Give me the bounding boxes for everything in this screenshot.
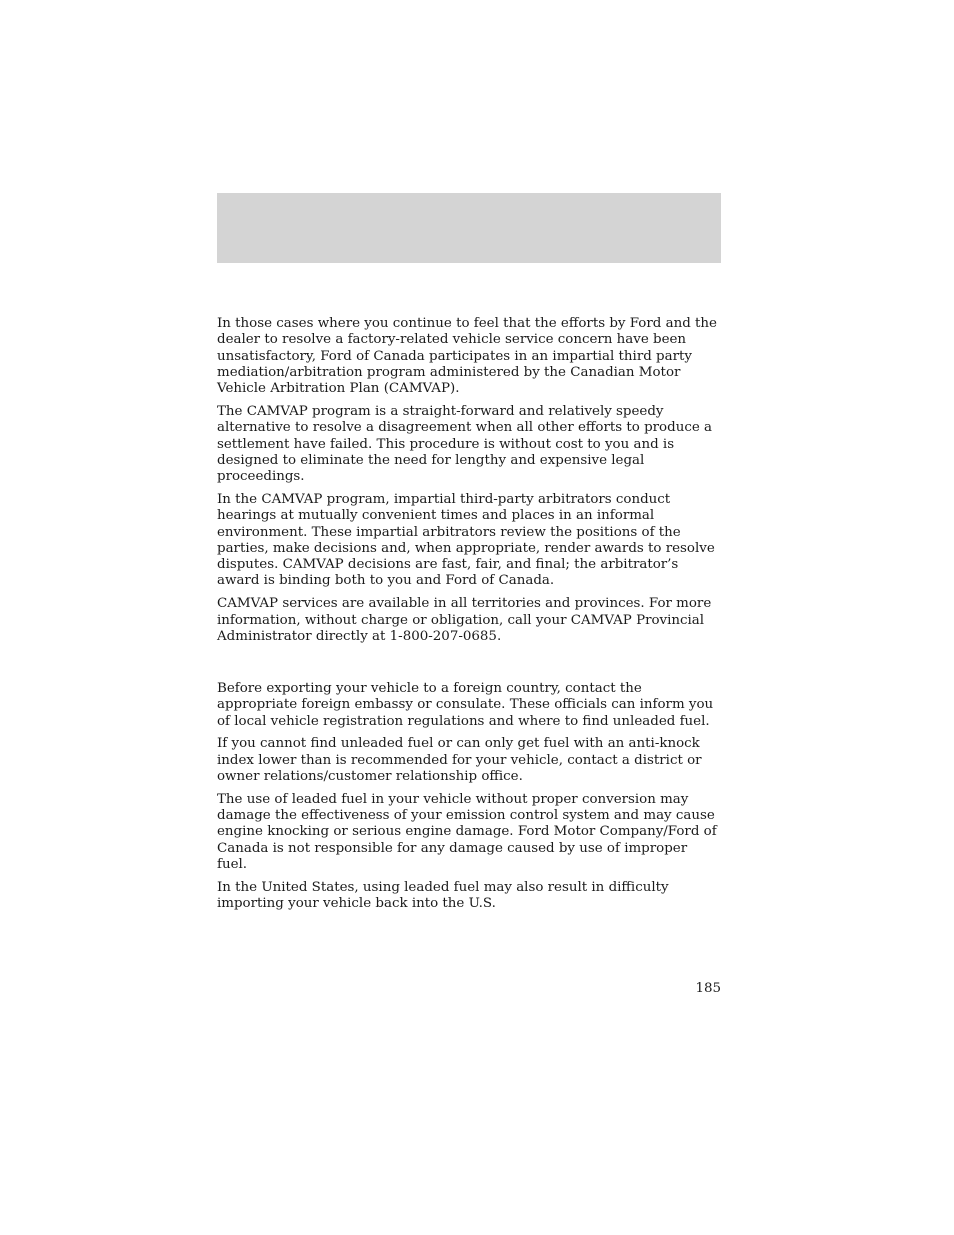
paragraph: The use of leaded fuel in your vehicle without proper conversion may damage the effectiveness of your emission control system and may cause engine knocking or serious engine damage. Ford Motor Company/Ford of Canada is not responsible for any damage caused by use of improper fuel. bbox=[217, 791, 717, 872]
paragraph: If you cannot find unleaded fuel or can only get fuel with an anti-knock index lower than is recommended for your vehicle, contact a district or owner relations/customer relationship office. bbox=[217, 736, 702, 784]
paragraph: Before exporting your vehicle to a foreign country, contact the appropriate foreign embassy or consulate. These officials can inform you of local vehicle registration regulations and where to find unleaded fuel. bbox=[217, 681, 714, 729]
camvap-section bbox=[217, 316, 721, 652]
paragraph: In the United States, using leaded fuel may also result in difficulty importing your vehicle back into the U.S. bbox=[217, 879, 669, 912]
paragraph: In the CAMVAP program, impartial third-party arbitrators conduct hearings at mutually convenient times and places in an informal environment. These impartial arbitrators review the positions of the parties, make decisions and, when appropriate, render awards to resolve disputes. CAMVAP decisions are fast, fair, and final; the arbitrator’s award is binding both to you and Ford of Canada. bbox=[217, 491, 715, 589]
paragraph: CAMVAP services are available in all territories and provinces. For more information, without charge or obligation, call your CAMVAP Provincial Administrator directly at 1-800-207-0685. bbox=[217, 596, 712, 644]
paragraph: The CAMVAP program is a straight-forward and relatively speedy alternative to resolve a disagreement when all other efforts to produce a settlement have failed. This procedure is without cost to you and is designed to eliminate the need for lengthy and expensive legal proceedings. bbox=[217, 403, 712, 485]
header-band bbox=[217, 193, 721, 263]
paragraph: In those cases where you continue to feel that the efforts by Ford and the dealer to resolve a factory-related vehicle service concern have been unsatisfactory, Ford of Canada participates in an impartial third party mediation/arbitration program administered by the Canadian Motor Vehicle Arbitration Plan (CAMVAP). bbox=[217, 316, 717, 397]
export-section bbox=[217, 681, 721, 919]
page-number: 185 bbox=[695, 981, 721, 996]
